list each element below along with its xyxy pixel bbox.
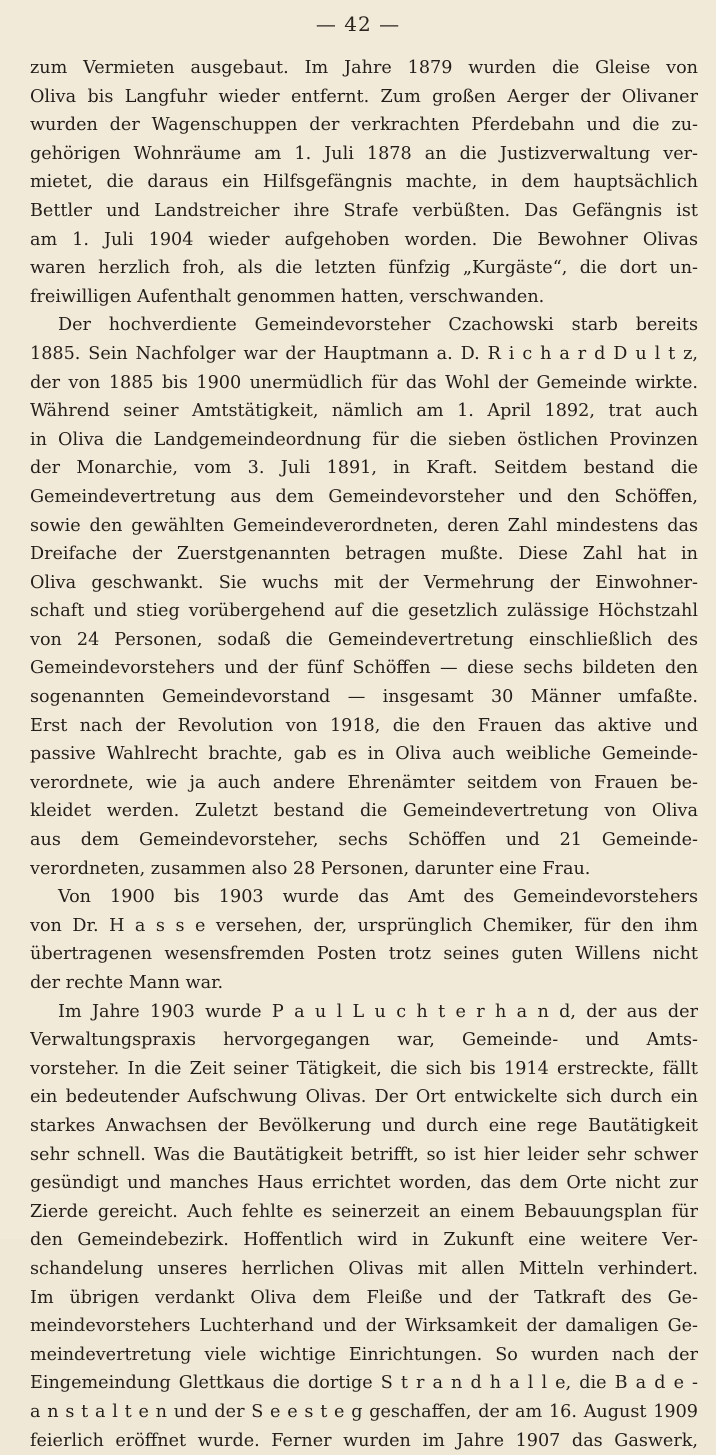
text-line: Oliva bis Langfuhr wieder entfernt. Zum großen Aerger der Olivaner — [30, 83, 698, 112]
text-line: wurden der Wagenschuppen der verkrachten Pferdebahn und die zu- — [30, 111, 698, 140]
text-line: freiwilligen Aufenthalt genommen hatten, verschwanden. — [30, 283, 698, 312]
text-line: Verwaltungspraxis hervorgegangen war, Gemeinde- und Amts- — [30, 1026, 698, 1055]
text-line: Gemeindevorstehers und der fünf Schöffen — diese sechs bildeten den — [30, 654, 698, 683]
text-line: der rechte Mann war. — [30, 969, 698, 998]
text-line: waren herzlich froh, als die letzten fünfzig „Kurgäste“, die dort un- — [30, 254, 698, 283]
text-line: der von 1885 bis 1900 unermüdlich für das Wohl der Gemeinde wirkte. — [30, 369, 698, 398]
text-line: gehörigen Wohnräume am 1. Juli 1878 an die Justizverwaltung ver- — [30, 140, 698, 169]
text-line: meindevorstehers Luchterhand und der Wirksamkeit der damaligen Ge- — [30, 1312, 698, 1341]
text-line: verordneten, zusammen also 28 Personen, darunter eine Frau. — [30, 855, 698, 884]
text-line: am 1. Juli 1904 wieder aufgehoben worden. Die Bewohner Olivas — [30, 226, 698, 255]
text-line: vorsteher. In die Zeit seiner Tätigkeit, die sich bis 1914 erstreckte, fällt — [30, 1055, 698, 1084]
text-line: Bettler und Landstreicher ihre Strafe verbüßten. Das Gefängnis ist — [30, 197, 698, 226]
text-line: sehr schnell. Was die Bautätigkeit betrifft, so ist hier leider sehr schwer — [30, 1141, 698, 1170]
text-line: 1885. Sein Nachfolger war der Hauptmann a. D. R i c h a r d D u l t z, — [30, 340, 698, 369]
text-line: Eingemeindung Glettkaus die dortige S t r a n d h a l l e, die B a d e - — [30, 1369, 698, 1398]
text-line: Oliva geschwankt. Sie wuchs mit der Vermehrung der Einwohner- — [30, 569, 698, 598]
text-line: verordnete, wie ja auch andere Ehrenämter seitdem von Frauen be- — [30, 769, 698, 798]
text-line: Dreifache der Zuerstgenannten betragen mußte. Diese Zahl hat in — [30, 540, 698, 569]
text-line: Von 1900 bis 1903 wurde das Amt des Gemeindevorstehers — [30, 883, 698, 912]
page-body — [30, 54, 698, 1455]
text-line: der Monarchie, vom 3. Juli 1891, in Kraft. Seitdem bestand die — [30, 454, 698, 483]
text-line: Der hochverdiente Gemeindevorsteher Czachowski starb bereits — [30, 311, 698, 340]
text-line: starkes Anwachsen der Bevölkerung und durch eine rege Bautätigkeit — [30, 1112, 698, 1141]
text-line: übertragenen wesensfremden Posten trotz seines guten Willens nicht — [30, 940, 698, 969]
text-line: meindevertretung viele wichtige Einrichtungen. So wurden nach der — [30, 1341, 698, 1370]
text-line: schandelung unseres herrlichen Olivas mit allen Mitteln verhindert. — [30, 1255, 698, 1284]
text-line: mietet, die daraus ein Hilfsgefängnis machte, in dem hauptsächlich — [30, 168, 698, 197]
text-line: Im übrigen verdankt Oliva dem Fleiße und der Tatkraft des Ge- — [30, 1284, 698, 1313]
text-line: ein bedeutender Aufschwung Olivas. Der Ort entwickelte sich durch ein — [30, 1083, 698, 1112]
text-line: Erst nach der Revolution von 1918, die den Frauen das aktive und — [30, 712, 698, 741]
text-line: a n s t a l t e n und der S e e s t e g geschaffen, der am 16. August 1909 — [30, 1398, 698, 1427]
text-line: passive Wahlrecht brachte, gab es in Oliva auch weibliche Gemeinde- — [30, 740, 698, 769]
text-line: aus dem Gemeindevorsteher, sechs Schöffen und 21 Gemeinde- — [30, 826, 698, 855]
text-line: Während seiner Amtstätigkeit, nämlich am 1. April 1892, trat auch — [30, 397, 698, 426]
text-line: Gemeindevertretung aus dem Gemeindevorsteher und den Schöffen, — [30, 483, 698, 512]
page-number: — 42 — — [0, 12, 716, 36]
text-line: Im Jahre 1903 wurde P a u l L u c h t e r h a n d, der aus der — [30, 998, 698, 1027]
text-line: in Oliva die Landgemeindeordnung für die sieben östlichen Provinzen — [30, 426, 698, 455]
text-line: von Dr. H a s s e versehen, der, ursprünglich Chemiker, für den ihm — [30, 912, 698, 941]
text-line: sogenannten Gemeindevorstand — insgesamt 30 Männer umfaßte. — [30, 683, 698, 712]
text-line: Zierde gereicht. Auch fehlte es seinerzeit an einem Bebauungsplan für — [30, 1198, 698, 1227]
text-line: gesündigt und manches Haus errichtet worden, das dem Orte nicht zur — [30, 1169, 698, 1198]
text-line: zum Vermieten ausgebaut. Im Jahre 1879 wurden die Gleise von — [30, 54, 698, 83]
text-line: feierlich eröffnet wurde. Ferner wurden im Jahre 1907 das Gaswerk, — [30, 1427, 698, 1455]
text-line: sowie den gewählten Gemeindeverordneten, deren Zahl mindestens das — [30, 512, 698, 541]
text-line: kleidet werden. Zuletzt bestand die Gemeindevertretung von Oliva — [30, 797, 698, 826]
text-line: schaft und stieg vorübergehend auf die gesetzlich zulässige Höchstzahl — [30, 597, 698, 626]
text-line: von 24 Personen, sodaß die Gemeindevertretung einschließlich des — [30, 626, 698, 655]
text-line: den Gemeindebezirk. Hoffentlich wird in Zukunft eine weitere Ver- — [30, 1226, 698, 1255]
